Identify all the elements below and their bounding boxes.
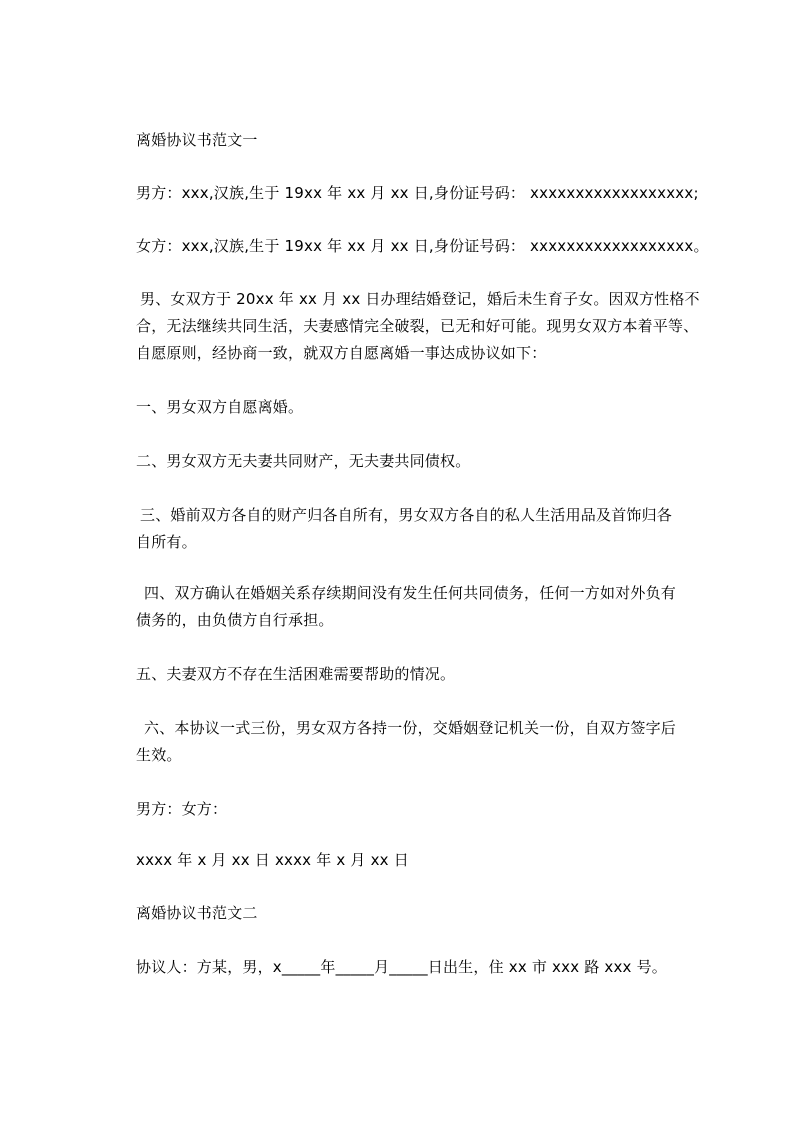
clause-6-line-2: 生效。: [136, 746, 182, 764]
clause-3-line-1: 三、婚前双方各自的财产归各自所有，男女双方各自的私人生活用品及首饰归各: [140, 506, 673, 524]
clause-3-line-2: 自所有。: [136, 533, 197, 551]
clause-5: 五、夫妻双方不存在生活困难需要帮助的情况。: [136, 665, 456, 683]
female-party-line: 女方：xxx,汉族,生于 19xx 年 xx 月 xx 日,身份证号码： xxxxxxxxxxxxxxxxxx。: [136, 237, 709, 255]
heading-sample-one: 离婚协议书范文一: [136, 131, 258, 149]
clause-2: 二、男女双方无夫妻共同财产，无夫妻共同债权。: [136, 452, 471, 470]
male-party-line: 男方：xxx,汉族,生于 19xx 年 xx 月 xx 日,身份证号码： xxxxxxxxxxxxxxxxxx;: [136, 184, 699, 202]
clause-4-line-1: 四、双方确认在婚姻关系存续期间没有发生任何共同债务，任何一方如对外负有: [144, 584, 677, 602]
intro-line-1: 男、女双方于 20xx 年 xx 月 xx 日办理结婚登记，婚后未生育子女。因双方性格不: [140, 290, 700, 308]
party-info-line: 协议人：方某，男，x_____年_____月_____日出生，住 xx 市 xxx 路 xxx 号。: [136, 958, 668, 976]
intro-line-3: 自愿原则，经协商一致，就双方自愿离婚一事达成协议如下：: [136, 344, 547, 362]
signature-line: 男方：女方：: [136, 800, 228, 818]
date-line: xxxx 年 x 月 xx 日 xxxx 年 x 月 xx 日: [136, 851, 409, 869]
clause-6-line-1: 六、本协议一式三份，男女双方各持一份，交婚姻登记机关一份，自双方签字后: [144, 719, 677, 737]
clause-1: 一、男女双方自愿离婚。: [136, 398, 304, 416]
clause-4-line-2: 债务的，由负债方自行承担。: [136, 611, 334, 629]
heading-sample-two: 离婚协议书范文二: [136, 904, 258, 922]
intro-line-2: 合，无法继续共同生活，夫妻感情完全破裂，已无和好可能。现男女双方本着平等、: [136, 317, 699, 335]
